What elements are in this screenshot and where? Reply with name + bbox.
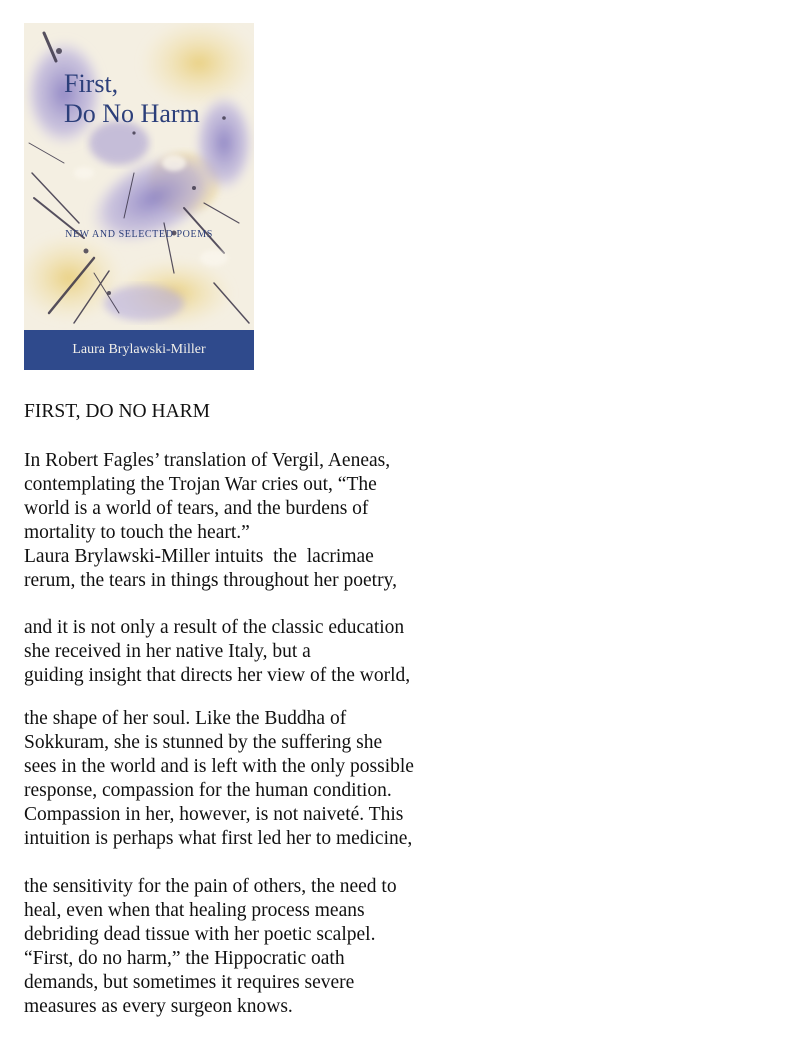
- text-line: rerum, the tears in things throughout her poetry,: [24, 570, 397, 591]
- text-line: In Robert Fagles’ translation of Vergil, Aeneas,: [24, 450, 391, 471]
- cover-author: Laura Brylawski-Miller: [72, 342, 206, 357]
- paragraph-4: [24, 875, 464, 1019]
- cover-subtitle: NEW AND SELECTED POEMS: [65, 229, 213, 240]
- text-line: contemplating the Trojan War cries out, “The: [24, 474, 377, 495]
- text-line: demands, but sometimes it requires severe: [24, 972, 355, 993]
- text-line: guiding insight that directs her view of the world,: [24, 665, 411, 686]
- text-line: debriding dead tissue with her poetic scalpel.: [24, 924, 376, 945]
- text-line: heal, even when that healing process means: [24, 900, 365, 921]
- cover-title-line-1: First,: [64, 69, 119, 98]
- text-line: world is a world of tears, and the burdens of: [24, 498, 369, 519]
- text-line: she received in her native Italy, but a: [24, 641, 311, 662]
- cover-author-band: [24, 330, 254, 370]
- document-heading: FIRST, DO NO HARM: [24, 401, 210, 422]
- text-line: Sokkuram, she is stunned by the suffering she: [24, 732, 383, 753]
- text-line: Compassion in her, however, is not naiveté. This: [24, 804, 404, 825]
- paragraph-3: [24, 707, 464, 851]
- text-line: sees in the world and is left with the only possible: [24, 756, 414, 777]
- text-line: response, compassion for the human condition.: [24, 780, 392, 801]
- text-line: Laura Brylawski-Miller intuits the lacrimae: [24, 546, 374, 567]
- text-line: intuition is perhaps what first led her to medicine,: [24, 828, 413, 849]
- paragraph-2: [24, 616, 464, 688]
- text-line: the shape of her soul. Like the Buddha of: [24, 708, 347, 729]
- cover-title-line-2: Do No Harm: [64, 99, 200, 128]
- cover-title: [64, 69, 200, 129]
- book-cover-image: [24, 23, 254, 370]
- text-line: the sensitivity for the pain of others, the need to: [24, 876, 397, 897]
- text-line: measures as every surgeon knows.: [24, 996, 293, 1017]
- text-line: mortality to touch the heart.”: [24, 522, 250, 543]
- text-line: and it is not only a result of the classic education: [24, 617, 405, 638]
- text-line: “First, do no harm,” the Hippocratic oath: [24, 948, 345, 969]
- paragraph-1: [24, 449, 464, 593]
